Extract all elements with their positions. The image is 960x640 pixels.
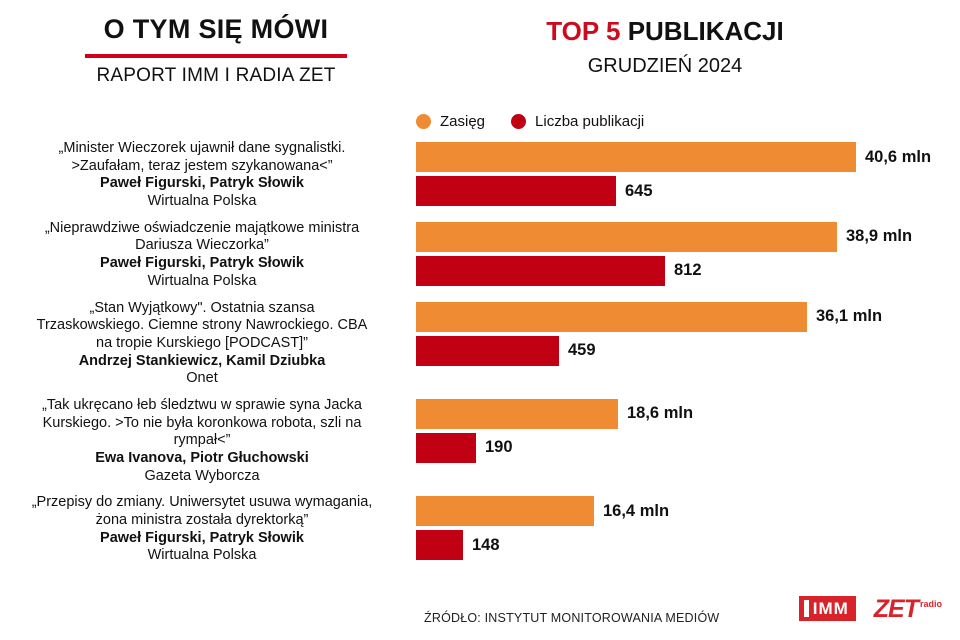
legend-label-publications: Liczba publikacji (535, 113, 645, 130)
bar-reach-value: 36,1 mln (816, 307, 883, 325)
bar-reach-value: 38,9 mln (846, 227, 913, 246)
bar-line (416, 176, 960, 206)
chart-row (0, 140, 960, 211)
row-label-authors: Andrzej Stankiewicz, Kamil Dziubka (78, 352, 326, 369)
chart-title-rest: PUBLIKACJI (620, 16, 784, 46)
footer-logos (799, 596, 942, 621)
legend-item-publications (511, 113, 644, 130)
bar-publications (416, 336, 559, 366)
row-label-title: „Stan Wyjątkowy". Ostatnia szansa Trzaskowskiego. Ciemne strony Nawrockiego. CBA na tropie Kurskiego [PODCAST]” (36, 299, 368, 351)
bar-publications-value: 645 (625, 181, 653, 200)
source-note: ŹRÓDŁO: INSTYTUT MONITOROWANIA MEDIÓW (424, 611, 720, 625)
page-title: O TYM SIĘ MÓWI (103, 14, 329, 44)
bar-publications (416, 530, 463, 560)
bar-line (416, 433, 960, 463)
legend-label-reach: Zasięg (440, 113, 486, 130)
bar-reach (416, 222, 837, 252)
zet-logo-text: ZET (873, 594, 918, 623)
row-label-authors: Paweł Figurski, Patryk Słowik (100, 175, 304, 192)
row-label (0, 220, 416, 291)
bar-reach (416, 496, 594, 526)
row-label-source: Gazeta Wyborcza (144, 467, 260, 484)
row-bars (416, 220, 960, 290)
report-header-left (26, 14, 406, 87)
legend-swatch-icon-reach (416, 114, 431, 129)
row-label-source: Wirtualna Polska (147, 547, 257, 564)
bar-reach-value: 16,4 mln (603, 501, 670, 520)
bar-publications (416, 256, 665, 286)
chart-row (0, 494, 960, 565)
report-subtitle: RAPORT IMM I RADIA ZET (96, 65, 336, 86)
bar-line (416, 496, 960, 526)
bar-reach (416, 302, 807, 332)
row-label (0, 397, 416, 485)
bar-publications (416, 433, 476, 463)
bar-line (416, 142, 960, 172)
bar-line (416, 399, 960, 429)
row-bars (416, 397, 960, 467)
row-label (0, 494, 416, 565)
imm-mark-icon (804, 600, 809, 617)
legend-swatch-icon-publications (511, 114, 526, 129)
row-label (0, 300, 416, 388)
bar-publications (416, 176, 616, 206)
row-label-authors: Paweł Figurski, Patryk Słowik (100, 529, 304, 546)
row-label-source: Onet (186, 370, 218, 387)
row-label-authors: Paweł Figurski, Patryk Słowik (100, 255, 304, 272)
bar-reach-value: 40,6 mln (865, 147, 932, 166)
row-label-title: „Minister Wieczorek ujawnił dane sygnalistki. >Zaufałam, teraz jestem szykanowana<” (58, 140, 346, 174)
bar-line (416, 256, 960, 286)
row-label-title: „Tak ukręcano łeb śledztwu w sprawie syna Jacka Kurskiego. >To nie była koronkowa robota, szli na rympał<” (42, 396, 362, 449)
chart-row (0, 220, 960, 291)
bar-publications-value: 190 (485, 438, 513, 457)
row-label (0, 140, 416, 211)
row-label-title: „Nieprawdziwe oświadczenie majątkowe ministra Dariusza Wieczorka” (44, 219, 360, 254)
chart-legend (416, 113, 644, 130)
chart-period: GRUDZIEŃ 2024 (587, 55, 743, 77)
bar-line (416, 336, 960, 366)
bar-reach (416, 142, 856, 172)
chart-title-highlight: TOP 5 (546, 16, 621, 46)
chart-rows (0, 140, 960, 574)
bar-publications-value: 148 (472, 535, 500, 554)
chart-row (0, 300, 960, 388)
imm-logo-text: IMM (812, 599, 849, 618)
bar-publications-value: 459 (568, 341, 596, 359)
row-bars (416, 300, 960, 370)
row-label-authors: Ewa Ivanova, Piotr Głuchowski (95, 450, 309, 466)
chart-row (0, 397, 960, 485)
row-bars (416, 140, 960, 210)
bar-reach-value: 18,6 mln (627, 404, 694, 423)
chart-title (430, 16, 900, 47)
row-bars (416, 494, 960, 564)
imm-logo (799, 596, 856, 621)
legend-item-reach (416, 113, 485, 130)
report-header-right (430, 16, 900, 78)
bar-line (416, 222, 960, 252)
radio-zet-logo (873, 594, 942, 623)
row-label-source: Wirtualna Polska (147, 193, 257, 210)
title-divider (85, 54, 347, 58)
bar-line (416, 302, 960, 332)
row-label-source: Wirtualna Polska (147, 272, 257, 289)
bar-publications-value: 812 (674, 261, 702, 280)
bar-reach (416, 399, 618, 429)
row-label-title: „Przepisy do zmiany. Uniwersytet usuwa wymagania, żona ministra została dyrektorką” (31, 494, 373, 529)
zet-logo-subtext: radio (919, 598, 942, 609)
bar-line (416, 530, 960, 560)
